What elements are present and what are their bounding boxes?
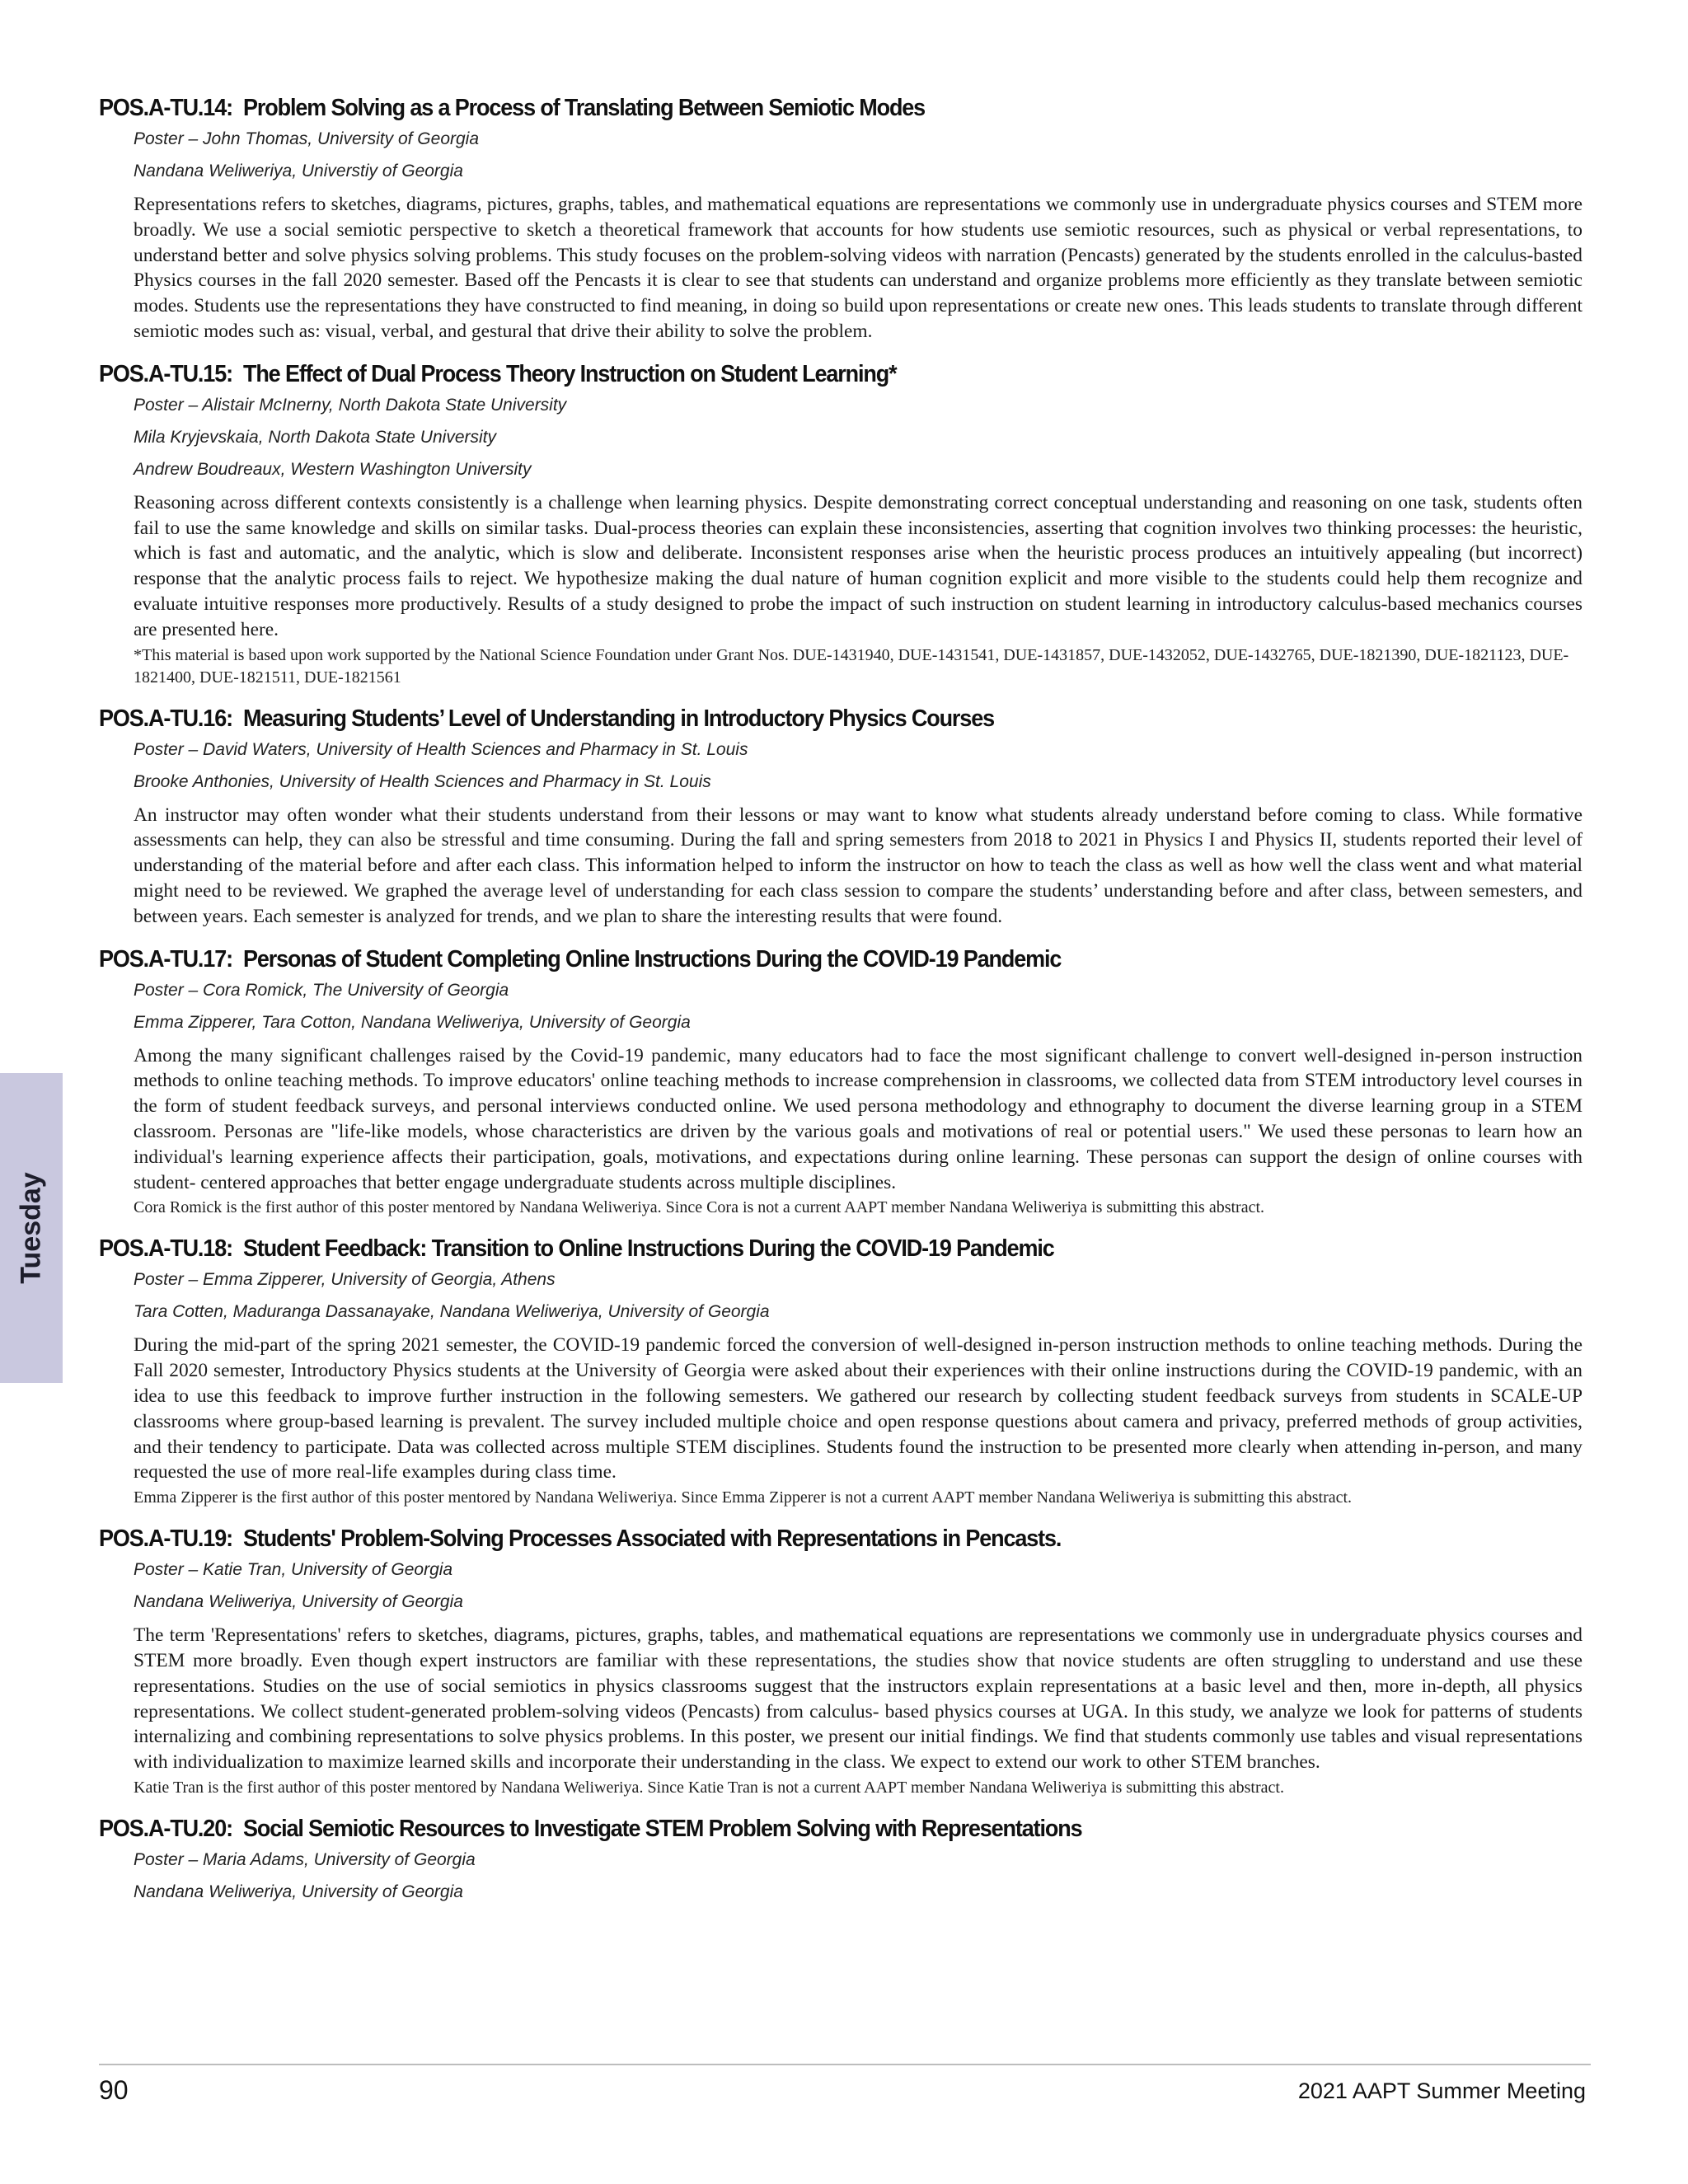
abstract-author-line: Mila Kryjevskaia, North Dakota State University	[134, 427, 496, 447]
abstract-title: Students' Problem-Solving Processes Associated with Representations in Pencasts.	[242, 1526, 1062, 1553]
abstract-heading	[99, 1234, 1479, 1263]
abstract-title: The Effect of Dual Process Theory Instruction on Student Learning*	[242, 360, 897, 387]
abstract-body: An instructor may often wonder what their students understand from their lessons or may want to know what students already understand before coming to class. While formative assessments can help, they can also be stressful and time consuming. During the fall and spring semesters from 2018 to 2021 in Physics I and Physics II, students reported their level of understanding of the material before and after each class. This information helped to inform the instructor on how to teach the class as well as how well the class went and what material might need to be reviewed. We graphed the average level of understanding for each class session to compare the students’ understanding before and after class, between semesters, and between years. Each semester is analyzed for trends, and we plan to share the interesting results that were found.	[134, 804, 1582, 927]
abstract-author-line: Poster – Katie Tran, University of Georgia	[134, 1560, 453, 1580]
abstract-title: Personas of Student Completing Online Instructions During the COVID-19 Pandemic	[242, 945, 1062, 972]
abstract-pos-a-tu-19	[99, 1524, 1582, 1799]
abstract-code: POS.A-TU.14:	[99, 95, 232, 121]
page-number: 90	[99, 2075, 129, 2105]
abstract-author-line: Nandana Weliweriya, University of Georgia	[134, 1592, 463, 1612]
abstract-title: Social Semiotic Resources to Investigate STEM Problem Solving with Representations	[242, 1815, 1082, 1842]
abstract-code: POS.A-TU.18:	[99, 1235, 232, 1263]
abstract-author-line: Poster – David Waters, University of Health Sciences and Pharmacy in St. Louis	[134, 739, 748, 759]
abstract-mentor-note: Emma Zipperer is the first author of this poster mentored by Nandana Weliweriya. Since Emma Zipperer is not a current AAPT member Nandana Weliweriya is submitting this abstract.	[134, 1488, 1353, 1507]
abstract-code: POS.A-TU.17:	[99, 945, 232, 972]
footer-divider	[99, 2064, 1591, 2065]
abstract-pos-a-tu-14	[99, 93, 1582, 344]
abstract-author-line: Poster – Cora Romick, The University of Georgia	[134, 980, 509, 1000]
abstract-code: POS.A-TU.19:	[99, 1526, 232, 1553]
day-side-tab	[0, 1073, 63, 1383]
abstract-code: POS.A-TU.15:	[99, 360, 232, 387]
abstract-body: Reasoning across different contexts consistently is a challenge when learning physics. Despite demonstrating correct conceptual understanding and reasoning on one task, students often fail to use the same knowledge and skills on similar tasks. Dual-process theories can explain these inconsistencies, asserting that cognition involves two thinking processes: the heuristic, which is fast and automatic, and the analytic, which is slow and deliberate. Inconsistent responses arise when the heuristic process produces an intuitively appealing (but incorrect) response that the analytic process fails to reject. We hypothesize making the dual nature of human cognition explicit and more visible to the students could help them recognize and evaluate intuitive responses more productively. Results of a study designed to probe the impact of such instruction on student learning in introductory calculus-based mechanics courses are presented here.	[134, 491, 1582, 640]
abstract-mentor-note: Cora Romick is the first author of this poster mentored by Nandana Weliweriya. Since Cora is not a current AAPT member Nandana Weliweriya is submitting this abstract.	[134, 1198, 1265, 1217]
abstract-pos-a-tu-16	[99, 704, 1582, 930]
abstract-author-line: Nandana Weliweriya, Universtiy of Georgia	[134, 162, 463, 180]
abstract-author-line: Emma Zipperer, Tara Cotton, Nandana Weliweriya, University of Georgia	[134, 1012, 691, 1032]
abstract-code: POS.A-TU.16:	[99, 705, 232, 732]
abstract-title: Measuring Students’ Level of Understanding in Introductory Physics Courses	[242, 705, 994, 732]
abstract-heading	[99, 359, 1479, 389]
day-side-tab-label: Tuesday	[15, 1172, 47, 1284]
abstract-heading	[99, 704, 1479, 733]
abstract-funding-note: *This material is based upon work supported by the National Science Foundation under Grant Nos. DUE-1431940, DUE-1431541, DUE-1431857, DUE-1432052, DUE-1432765, DUE-1821390, DUE-1821123, DUE-1821400, DUE-1821511, DUE-1821561	[134, 645, 1569, 687]
abstract-body: Among the many significant challenges raised by the Covid-19 pandemic, many educators had to face the most significant challenge to convert well-designed in-person instruction methods to online teaching methods. To improve educators' online teaching methods to increase comprehension in classrooms, we collected data from STEM introductory level courses in the form of student feedback surveys, and personal interviews conducted online. We used persona methodology and ethnography to document the diverse learning group in a STEM classroom. Personas are "life-like models, whose characteristics are driven by the various goals and motivations of real or potential users." We used these personas to learn how an individual's learning experience affects their participation, goals, motivations, and expectations during online learning. These personas can support the design of online courses with student- centered approaches that better engage undergraduate students across multiple disciplines.	[134, 1044, 1582, 1193]
abstract-list	[99, 93, 1582, 1918]
abstract-author-line: Poster – Maria Adams, University of Georgia	[134, 1849, 476, 1869]
abstract-author-line: Brooke Anthonies, University of Health Sciences and Pharmacy in St. Louis	[134, 771, 711, 791]
abstract-author-line: Tara Cotten, Maduranga Dassanayake, Nandana Weliweriya, University of Georgia	[134, 1302, 770, 1322]
abstract-heading	[99, 1814, 1479, 1844]
abstract-pos-a-tu-18	[99, 1234, 1582, 1509]
abstract-pos-a-tu-17	[99, 944, 1582, 1220]
abstract-code: POS.A-TU.20:	[99, 1815, 232, 1842]
abstract-author-line: Andrew Boudreaux, Western Washington University	[134, 459, 532, 479]
abstract-title: Problem Solving as a Process of Translating Between Semiotic Modes	[242, 95, 926, 121]
abstract-heading	[99, 944, 1479, 974]
abstract-author-line: Poster – Emma Zipperer, University of Georgia, Athens	[134, 1270, 556, 1290]
abstract-body: Representations refers to sketches, diagrams, pictures, graphs, tables, and mathematical equations are representations we commonly use in undergraduate physics courses and STEM more broadly. We use a social semiotic perspective to sketch a theoretical framework that accounts for how students use semiotic resources, such as physical or verbal representations, to understand better and solve physics solving problems. This study focuses on the problem-solving videos with narration (Pencasts) generated by the students enrolled in the calculus-basted Physics courses in the fall 2020 semester. Based off the Pencasts it is clear to see that students can understand and organize problems more efficiently as they translate between semiotic modes. Students use the representations they have constructed to find meaning, in doing so build upon representations or create new ones. This leads students to translate through different semiotic modes such as: visual, verbal, and gestural that drive their ability to solve the problem.	[134, 194, 1582, 342]
abstract-mentor-note: Katie Tran is the first author of this poster mentored by Nandana Weliweriya. Since Katie Tran is not a current AAPT member Nandana Weliweriya is submitting this abstract.	[134, 1778, 1284, 1797]
abstract-heading	[99, 1524, 1479, 1554]
abstract-heading	[99, 93, 1479, 123]
abstract-pos-a-tu-15	[99, 359, 1582, 689]
abstract-title: Student Feedback: Transition to Online Instructions During the COVID-19 Pandemic	[242, 1235, 1054, 1263]
abstract-author-line: Poster – John Thomas, University of Georgia	[134, 129, 480, 148]
abstract-body: The term 'Representations' refers to sketches, diagrams, pictures, graphs, tables, and mathematical equations are representations we commonly use in undergraduate physics courses and STEM more broadly. Even though expert instructors are familiar with these representations, the studies show that novice students are often struggling to understand and use these representations. Studies on the use of social semiotics in physics classrooms suggest that the instructors explain representations at a basic level and then, more in-depth, all physics representations. We collect student-generated problem-solving videos (Pencasts) from calculus- based physics courses at UGA. In this study, we analyze we look for patterns of students internalizing and combining representations to solve physics problems. In this poster, we present our initial findings. We find that students commonly use tables and visual representations with individualization to maximize learned skills and incorporate their understanding in the class. We expect to extend our work to other STEM branches.	[134, 1624, 1582, 1774]
meeting-name: 2021 AAPT Summer Meeting	[1297, 2079, 1586, 2103]
abstract-pos-a-tu-20	[99, 1814, 1582, 1903]
abstract-author-line: Nandana Weliweriya, University of Georgia	[134, 1882, 463, 1901]
abstract-body: During the mid-part of the spring 2021 semester, the COVID-19 pandemic forced the conversion of well-designed in-person instruction methods to online teaching methods. During the Fall 2020 semester, Introductory Physics students at the University of Georgia were asked about their experiences with their online instructions during the COVID-19 pandemic, with an idea to use this feedback to improve further instruction in the following semesters. We gathered our research by collecting student feedback surveys from students in SCALE-UP classrooms where group-based learning is prevalent. The survey included multiple choice and open response questions about camera and privacy, preferred methods of group activities, and their tendency to participate. Data was collected across multiple STEM disciplines. Students found the instruction to be presented more clearly when attending in-person, and many requested the use of more real-life examples during class time.	[134, 1334, 1582, 1483]
abstract-author-line: Poster – Alistair McInerny, North Dakota State University	[134, 395, 567, 415]
